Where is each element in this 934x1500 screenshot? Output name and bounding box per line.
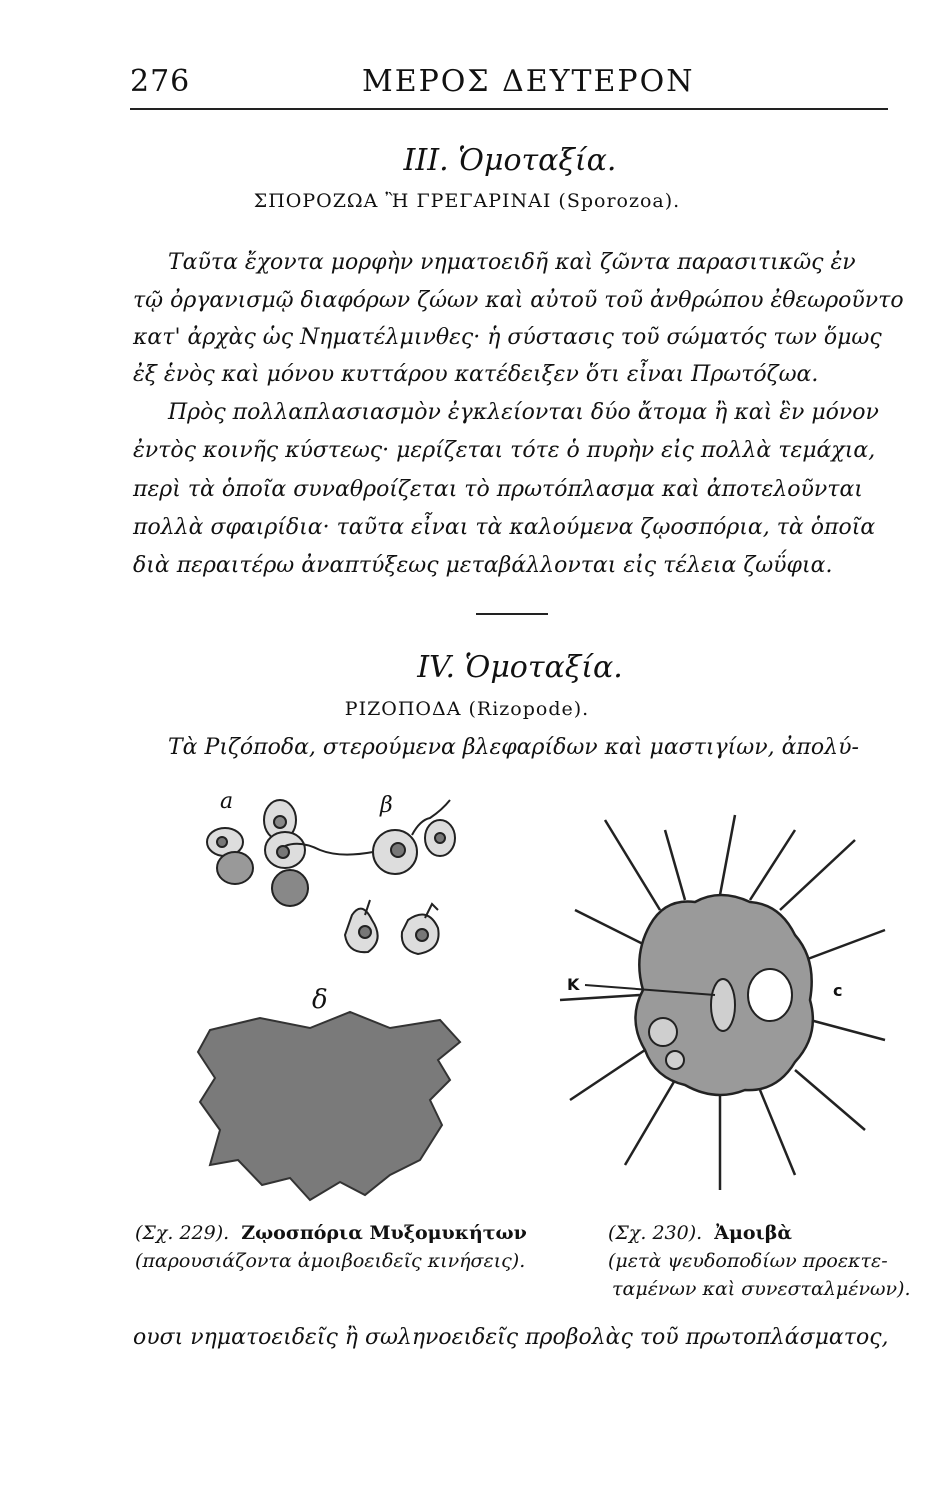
nucleus: [711, 979, 735, 1031]
figure-229-title: Ζῳοσπόρια Μυξομυκήτων: [241, 1222, 527, 1244]
figure-230-number: (Σχ. 230).: [608, 1222, 703, 1244]
section-3-title: III. Ὁμοταξία.: [403, 143, 617, 178]
fig-label-a: a: [220, 789, 234, 814]
fig-label-c: c: [833, 981, 843, 1000]
body-line: κατ' ἀρχὰς ὡς Νηματέλμινθες· ἡ σύστασις τοῦ σώματός των ὅμως: [133, 325, 882, 350]
body-line: Ταῦτα ἔχοντα μορφὴν νηματοειδῆ καὶ ζῶντα παρασιτικῶς ἐν: [168, 250, 856, 275]
section-3-subtitle: ΣΠΟΡΟΖΩΑ Ἢ ΓΡΕΓΑΡΙΝΑΙ (Sporozoa).: [253, 190, 681, 212]
body-line: πολλὰ σφαιρίδια· ταῦτα εἶναι τὰ καλούμενα ζῳοσπόρια, τὰ ὁποῖα: [133, 515, 876, 540]
figure-230-note-2: ταμένων καὶ συνεσταλμένων).: [612, 1278, 911, 1300]
final-body-line: ουσι νηματοειδεῖς ἢ σωληνοειδεῖς προβολὰς τοῦ πρωτοπλάσματος,: [133, 1325, 889, 1350]
figure-229-caption: [135, 1222, 527, 1244]
section-4-subtitle: ΡΙΖΟΠΟΔΑ (Rizopode).: [344, 698, 590, 720]
body-line: Πρὸς πολλαπλασιασμὸν ἐγκλείονται δύο ἄτομα ἢ καὶ ἓν μόνον: [168, 400, 879, 425]
figure-230-caption: [608, 1222, 792, 1244]
body-line: ἐντὸς κοινῆς κύστεως· μερίζεται τότε ὁ πυρὴν εἰς πολλὰ τεμάχια,: [133, 438, 876, 463]
contractile-vacuole: [748, 969, 792, 1021]
figure-229-number: (Σχ. 229).: [135, 1222, 230, 1244]
figure-229-illustration: [180, 780, 480, 1210]
header-rule: [130, 108, 888, 110]
fig-label-d: δ: [312, 985, 328, 1015]
figure-229-note: (παρουσιάζοντα ἀμοιβοειδεῖς κινήσεις).: [135, 1250, 526, 1272]
fig-label-b: β: [380, 793, 393, 818]
body-line: περὶ τὰ ὁποῖα συναθροίζεται τὸ πρωτόπλασμα καὶ ἀποτελοῦνται: [133, 477, 863, 502]
body-line: τῷ ὀργανισμῷ διαφόρων ζώων καὶ αὐτοῦ τοῦ ἀνθρώπου ἐθεωροῦντο: [133, 288, 904, 313]
fig-label-k: K: [567, 975, 580, 994]
running-head: ΜΕΡΟΣ ΔΕΥΤΕΡΟΝ: [362, 64, 695, 99]
figure-230-title: Ἀμοιβὰ: [714, 1222, 792, 1244]
page-number: 276: [130, 64, 191, 99]
body-line: ἐξ ἑνὸς καὶ μόνου κυττάρου κατέδειξεν ὅτι εἶναι Πρωτόζωα.: [133, 362, 819, 387]
body-line: διὰ περαιτέρω ἀναπτύξεως μεταβάλλονται εἰς τέλεια ζωΰφια.: [133, 553, 833, 578]
zoospore-cells: [207, 800, 455, 954]
body-line: Τὰ Ριζόποδα, στερούμενα βλεφαρίδων καὶ μαστιγίων, ἀπολύ-: [168, 735, 859, 760]
section-divider: [476, 613, 548, 615]
figure-230-illustration: [555, 800, 905, 1210]
figure-230-note-1: (μετὰ ψευδοποδίων προεκτε-: [608, 1250, 888, 1272]
plasmodium-mass: [198, 1012, 460, 1200]
section-4-title: IV. Ὁμοταξία.: [417, 650, 623, 685]
